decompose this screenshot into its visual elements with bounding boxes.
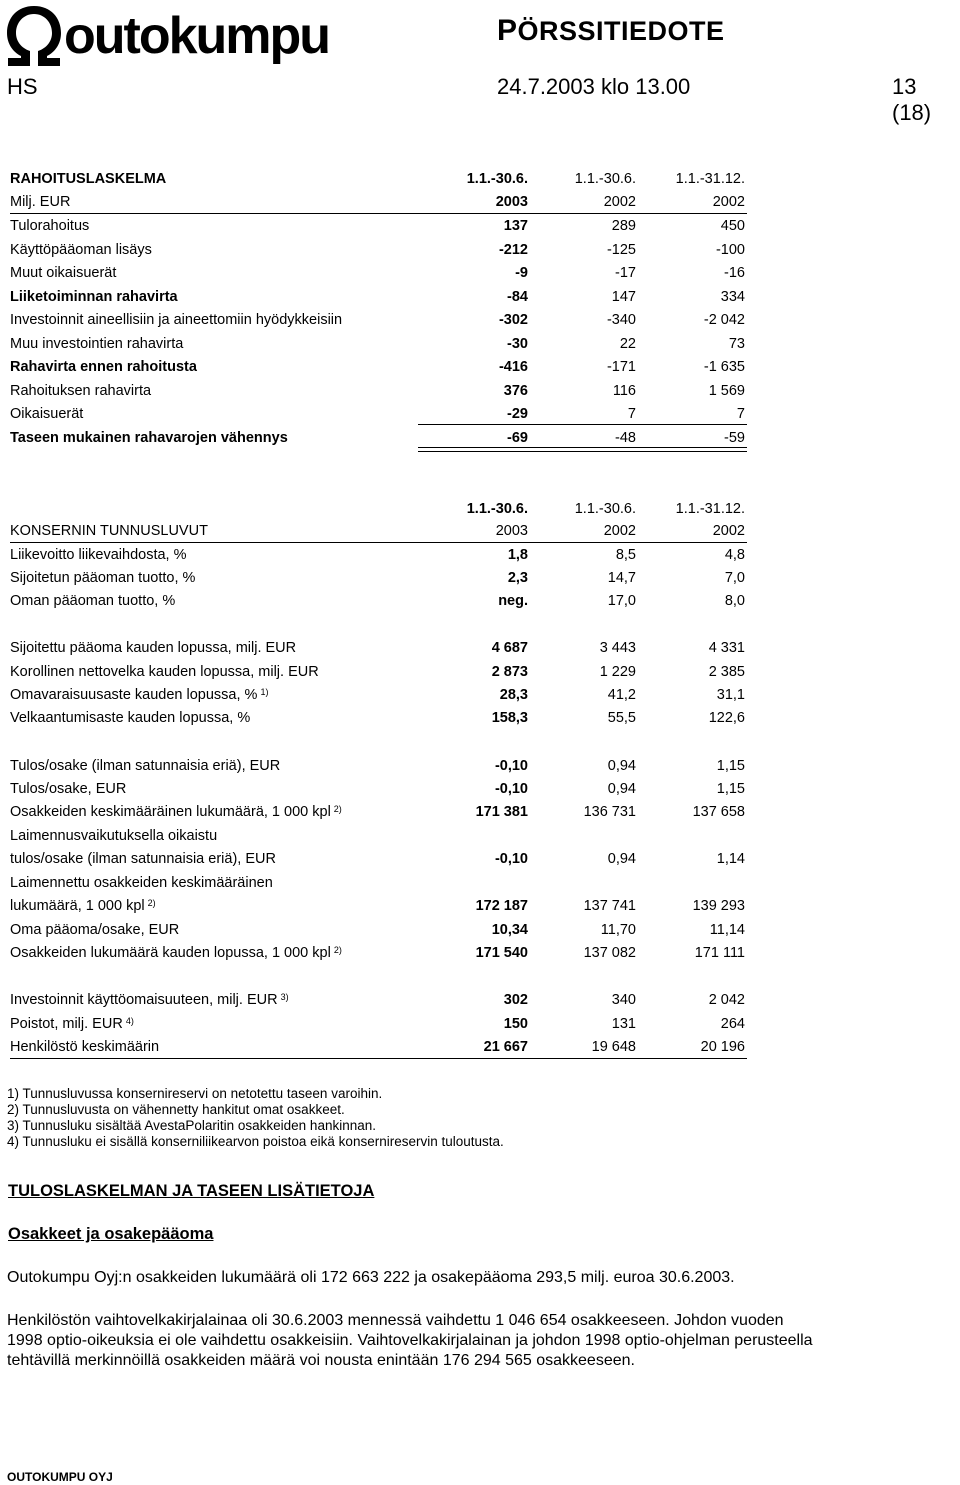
row-label	[10, 590, 175, 612]
value-cell: 0,94	[607, 851, 636, 867]
value-cell: 334	[720, 288, 745, 305]
value-cell: 171 540	[475, 945, 528, 961]
row-label-text: Laimennusvaikutuksella oikaistu	[10, 828, 218, 844]
value-cell: -84	[507, 288, 528, 305]
row-label-text: Laimennettu osakkeiden keskimääräinen	[10, 875, 273, 891]
year-col-3: 2002	[712, 523, 745, 539]
value-cell: 2,3	[507, 570, 528, 586]
year-col-2: 2002	[603, 194, 636, 210]
row-label-text: Korollinen nettovelka kauden lopussa, milj. EUR	[10, 664, 319, 680]
table-row	[10, 684, 747, 706]
row-label-text: Oman pääoman tuotto, %	[10, 593, 176, 609]
row-label-text: Oma pääoma/osake, EUR	[10, 922, 180, 938]
divider	[10, 1058, 747, 1059]
table-row	[10, 895, 747, 917]
document-type-rest: ÖRSSITIEDOTE	[517, 16, 725, 46]
row-label	[10, 544, 187, 566]
kpi-year-row	[10, 520, 747, 542]
row-label	[10, 919, 179, 941]
value-cell: -29	[507, 406, 528, 422]
period-col-1: 1.1.-30.6.	[466, 501, 528, 517]
divider	[10, 542, 747, 543]
value-cell: -17	[615, 265, 636, 281]
table-row	[10, 778, 747, 800]
omega-logo-icon	[4, 2, 64, 68]
table-row	[10, 403, 747, 425]
row-label	[10, 661, 319, 683]
cashflow-title: RAHOITUSLASKELMA	[10, 171, 167, 187]
logo-wordmark: outokumpu	[64, 7, 330, 65]
value-cell: 20 196	[700, 1039, 745, 1055]
value-cell: 3 443	[599, 640, 636, 656]
table-row	[10, 989, 747, 1011]
value-cell: 1 229	[599, 664, 636, 680]
value-cell: 4,8	[724, 547, 745, 563]
kpi-title: KONSERNIN TUNNUSLUVUT	[10, 523, 208, 539]
paragraph-line: 1998 optio-oikeuksia ei ole vaihdettu osakkeisiin. Vaihtovelkakirjalainan ja johdon 1998 optio-ohjelman perusteella	[7, 1332, 813, 1349]
value-cell: 21 667	[483, 1039, 528, 1055]
value-cell: -171	[606, 359, 636, 375]
paragraph-line: tehtävillä merkinnöillä osakkeiden määrä voi nousta enintään 176 294 565 osakkeeseen.	[7, 1352, 635, 1369]
value-cell: 264	[720, 1016, 745, 1032]
value-cell: 73	[728, 335, 745, 352]
value-cell: neg.	[498, 593, 528, 609]
table-row	[10, 286, 747, 308]
table-row	[10, 380, 747, 402]
value-cell: 137	[503, 218, 528, 234]
value-cell: -2 042	[703, 312, 745, 328]
row-label-text: Tulorahoitus	[10, 218, 90, 234]
value-cell: 116	[612, 382, 636, 399]
value-cell: 4 687	[491, 640, 528, 656]
value-cell: 158,3	[491, 710, 528, 726]
row-label-text: Liiketoiminnan rahavirta	[10, 288, 178, 305]
row-label	[10, 872, 273, 894]
table-row	[10, 707, 747, 729]
value-cell: -212	[498, 241, 528, 258]
year-col-1: 2003	[495, 194, 528, 210]
value-cell: -340	[606, 312, 636, 328]
row-label	[10, 262, 116, 284]
paragraph-line: Henkilöstön vaihtovelkakirjalainaa oli 30.6.2003 mennessä vaihdettu 1 046 654 osakkeeseen. Johdon vuoden	[7, 1312, 784, 1329]
table-row	[10, 872, 747, 894]
value-cell: -302	[498, 312, 528, 328]
row-label	[10, 778, 126, 800]
period-col-3: 1.1.-31.12.	[675, 171, 745, 187]
value-cell: 147	[611, 288, 636, 305]
value-cell: 10,34	[491, 922, 528, 938]
row-label-text: Oikaisuerät	[10, 406, 84, 422]
value-cell: -30	[507, 335, 528, 352]
row-label	[10, 848, 276, 870]
value-cell: -125	[606, 241, 636, 258]
table-row	[10, 309, 747, 331]
table-row	[10, 755, 747, 777]
value-cell: 171 381	[475, 804, 528, 820]
row-label	[10, 1036, 159, 1058]
row-label-text: Osakkeiden keskimääräinen lukumäärä, 1 000 kpl	[10, 804, 331, 820]
table-row	[10, 661, 747, 683]
value-cell: 1,14	[716, 851, 745, 867]
row-label	[10, 286, 178, 308]
value-cell: 14,7	[607, 570, 636, 586]
table-row	[10, 427, 747, 449]
table-row	[10, 848, 747, 870]
value-cell: 171 111	[694, 945, 745, 961]
subtotal-rule	[418, 424, 747, 425]
row-label	[10, 989, 289, 1012]
cashflow-header-row	[10, 168, 747, 190]
value-cell: 8,5	[615, 547, 636, 563]
paragraph-convertible-loan	[7, 1311, 952, 1371]
footnote-marker: 2)	[333, 804, 342, 814]
row-label-text: Investoinnit aineellisiin ja aineettomiin hyödykkeisiin	[10, 312, 343, 328]
value-cell: 1,15	[716, 781, 745, 797]
period-col-2: 1.1.-30.6.	[574, 171, 636, 187]
footnote-marker: 2)	[333, 945, 342, 955]
row-label-text: Tulos/osake, EUR	[10, 781, 127, 797]
value-cell: 28,3	[499, 687, 528, 703]
table-row	[10, 919, 747, 941]
value-cell: 150	[503, 1016, 528, 1032]
table-row	[10, 567, 747, 589]
row-label	[10, 403, 83, 425]
cashflow-year-row	[10, 191, 747, 213]
value-cell: 4 331	[708, 640, 745, 656]
row-label	[10, 825, 217, 847]
value-cell: 376	[503, 382, 528, 399]
value-cell: -16	[724, 265, 745, 281]
footnote-marker: 1)	[260, 687, 269, 697]
row-label-text: Käyttöpääoman lisäys	[10, 241, 152, 258]
value-cell: 7	[627, 406, 636, 422]
table-row	[10, 801, 747, 823]
year-col-1: 2003	[495, 523, 528, 539]
row-label	[10, 637, 296, 659]
value-cell: 136 731	[583, 804, 636, 820]
row-label-text: Taseen mukainen rahavarojen vähennys	[10, 429, 288, 446]
kpi-period-row	[10, 498, 747, 520]
period-col-2: 1.1.-30.6.	[574, 501, 636, 517]
row-label	[10, 356, 197, 378]
value-cell: -416	[498, 359, 528, 375]
table-row	[10, 1013, 747, 1035]
row-label-text: Liikevoitto liikevaihdosta, %	[10, 547, 187, 563]
value-cell: 19 648	[591, 1039, 636, 1055]
value-cell: 0,94	[607, 781, 636, 797]
paragraph-share-count: Outokumpu Oyj:n osakkeiden lukumäärä oli 172 663 222 ja osakepääoma 293,5 milj. euroa 30.6.2003.	[7, 1269, 735, 1286]
footnote: 2) Tunnusluvusta on vähennetty hankitut omat osakkeet.	[7, 1102, 345, 1117]
value-cell: 8,0	[724, 593, 745, 609]
value-cell: 340	[611, 992, 636, 1008]
value-cell: 22	[619, 335, 636, 352]
row-label	[10, 942, 342, 965]
row-label-text: Poistot, milj. EUR	[10, 1016, 123, 1032]
row-label-text: Henkilöstö keskimäärin	[10, 1039, 160, 1055]
value-cell: -0,10	[494, 851, 528, 867]
value-cell: 7,0	[724, 570, 745, 586]
value-cell: 131	[611, 1016, 636, 1032]
table-row	[10, 1036, 747, 1058]
footnote-marker: 3)	[280, 992, 289, 1002]
row-label	[10, 215, 89, 237]
value-cell: 2 873	[491, 664, 528, 680]
row-label	[10, 427, 288, 449]
value-cell: 0,94	[607, 758, 636, 774]
value-cell: 139 293	[692, 898, 745, 914]
value-cell: 289	[611, 218, 636, 234]
total-double-rule	[418, 447, 747, 452]
table-row	[10, 333, 747, 355]
row-label	[10, 1013, 134, 1036]
value-cell: -100	[715, 241, 745, 258]
row-label-text: Rahoituksen rahavirta	[10, 382, 152, 399]
value-cell: -9	[515, 265, 528, 281]
period-col-1: 1.1.-30.6.	[466, 171, 528, 187]
table-row	[10, 825, 747, 847]
row-label-text: Sijoitettu pääoma kauden lopussa, milj. EUR	[10, 640, 297, 656]
table-row	[10, 637, 747, 659]
row-label-text: Rahavirta ennen rahoitusta	[10, 359, 197, 375]
row-label-text: Investoinnit käyttöomaisuuteen, milj. EUR	[10, 992, 278, 1008]
value-cell: 17,0	[607, 593, 636, 609]
table-row	[10, 215, 747, 237]
row-label-text: Muu investointien rahavirta	[10, 335, 184, 352]
row-label	[10, 567, 195, 589]
footnote: 3) Tunnusluku sisältää AvestaPolaritin osakkeiden hankinnan.	[7, 1118, 376, 1133]
footnote-marker: 4)	[125, 1016, 134, 1026]
header-page-number: 13 (18)	[892, 74, 932, 125]
value-cell: 137 741	[583, 898, 636, 914]
value-cell: 450	[720, 218, 745, 234]
row-label-text: Omavaraisuusaste kauden lopussa, %	[10, 687, 258, 703]
table-row	[10, 356, 747, 378]
value-cell: 137 082	[583, 945, 636, 961]
row-label	[10, 684, 268, 707]
document-type	[497, 14, 725, 48]
value-cell: 31,1	[716, 687, 745, 703]
value-cell: -1 635	[703, 359, 745, 375]
year-col-3: 2002	[712, 194, 745, 210]
footnote-marker: 2)	[147, 898, 156, 908]
year-col-2: 2002	[603, 523, 636, 539]
table-row	[10, 942, 747, 964]
company-logo	[4, 2, 330, 68]
row-label-text: Sijoitetun pääoman tuotto, %	[10, 570, 196, 586]
value-cell: 302	[503, 992, 528, 1008]
value-cell: 1,15	[716, 758, 745, 774]
row-label	[10, 895, 156, 918]
table-row	[10, 239, 747, 261]
value-cell: -59	[724, 429, 745, 446]
row-label-text: Muut oikaisuerät	[10, 265, 117, 281]
row-label-text: tulos/osake (ilman satunnaisia eriä), EUR	[10, 851, 276, 867]
value-cell: -48	[615, 429, 636, 446]
row-label-text: Tulos/osake (ilman satunnaisia eriä), EUR	[10, 758, 281, 774]
header-code: HS	[7, 74, 38, 99]
row-label-text: Osakkeiden lukumäärä kauden lopussa, 1 000 kpl	[10, 945, 331, 961]
row-label	[10, 239, 152, 261]
footnote: 4) Tunnusluku ei sisällä konserniliikearvon poistoa eikä konsernireservin tuloutusta.	[7, 1134, 504, 1149]
period-col-3: 1.1.-31.12.	[675, 501, 745, 517]
row-label	[10, 707, 250, 729]
row-label-text: Velkaantumisaste kauden lopussa, %	[10, 710, 251, 726]
header-datetime: 24.7.2003 klo 13.00	[497, 74, 691, 99]
footer-company: OUTOKUMPU OYJ	[7, 1470, 113, 1484]
row-label	[10, 333, 183, 355]
divider	[10, 213, 747, 214]
value-cell: 11,70	[600, 922, 636, 938]
section-subheading: Osakkeet ja osakepääoma	[8, 1225, 214, 1243]
value-cell: 2 385	[708, 664, 745, 680]
section-heading: TULOSLASKELMAN JA TASEEN LISÄTIETOJA	[8, 1182, 375, 1200]
value-cell: 2 042	[708, 992, 745, 1008]
cashflow-unit: Milj. EUR	[10, 194, 71, 210]
row-label	[10, 380, 151, 402]
value-cell: -0,10	[494, 758, 528, 774]
table-row	[10, 590, 747, 612]
value-cell: 7	[736, 406, 745, 422]
document-type-initial: P	[497, 14, 518, 47]
value-cell: -0,10	[494, 781, 528, 797]
value-cell: 41,2	[607, 687, 636, 703]
value-cell: 55,5	[607, 710, 636, 726]
value-cell: 11,14	[709, 922, 745, 938]
footnote: 1) Tunnusluvussa konsernireservi on netotettu taseen varoihin.	[7, 1086, 383, 1101]
table-row	[10, 544, 747, 566]
value-cell: 1 569	[708, 382, 745, 399]
row-label	[10, 801, 342, 824]
table-row	[10, 262, 747, 284]
value-cell: 137 658	[692, 804, 745, 820]
row-label-text: lukumäärä, 1 000 kpl	[10, 898, 145, 914]
value-cell: 1,8	[507, 547, 528, 563]
value-cell: -69	[507, 429, 528, 446]
value-cell: 172 187	[475, 898, 528, 914]
row-label	[10, 755, 280, 777]
row-label	[10, 309, 342, 331]
value-cell: 122,6	[708, 710, 745, 726]
